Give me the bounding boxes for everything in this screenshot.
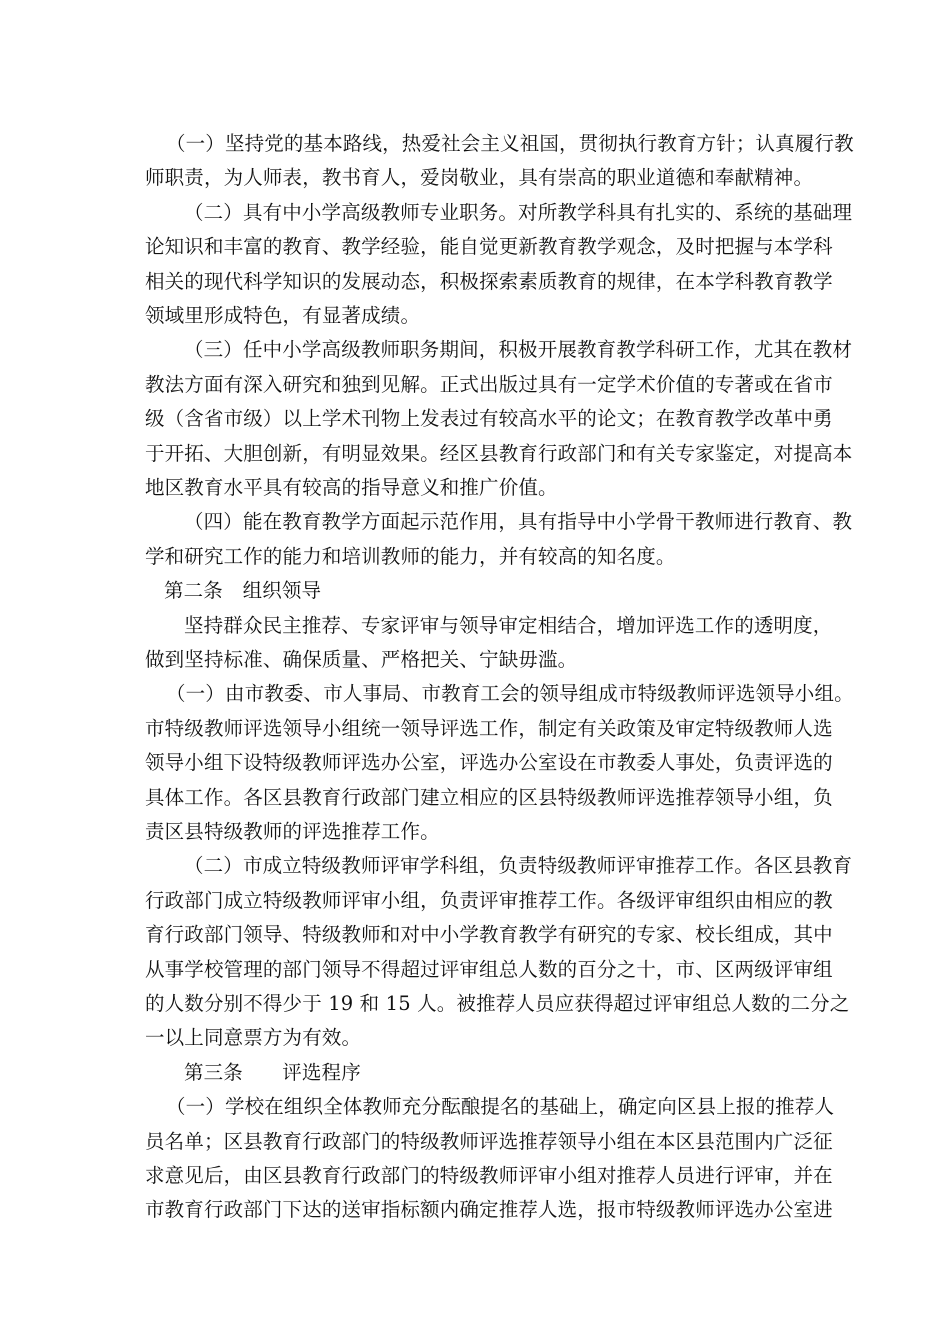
- text-line: 坚持群众民主推荐、专家评审与领导审定相结合，增加评选工作的透明度，: [184, 614, 833, 637]
- text-line: 员名单；区县教育行政部门的特级教师评选推荐领导小组在本区县范围内广泛征: [145, 1130, 833, 1153]
- text-line: 师职责，为人师表，教书育人，爱岗敬业，具有崇高的职业道德和奉献精神。: [145, 166, 814, 189]
- text-line: 育行政部门领导、特级教师和对中小学教育教学有研究的专家、校长组成，其中: [145, 923, 833, 946]
- section-heading: 第二条 组织领导: [164, 579, 322, 602]
- text-line: 一以上同意票方为有效。: [145, 1026, 362, 1049]
- text-line: 教法方面有深入研究和独到见解。正式出版过具有一定学术价值的专著或在省市: [145, 373, 833, 396]
- text-line: 从事学校管理的部门领导不得超过评审组总人数的百分之十，市、区两级评审组: [145, 958, 833, 981]
- text-line: 做到坚持标准、确保质量、严格把关、宁缺毋滥。: [145, 648, 578, 671]
- text-line: 责区县特级教师的评选推荐工作。: [145, 820, 440, 843]
- section-heading: 第三条 评选程序: [184, 1061, 361, 1084]
- text-line: 地区教育水平具有较高的指导意义和推广价值。: [145, 476, 558, 499]
- text-line: 的人数分别不得少于 19 和 15 人。被推荐人员应获得超过评审组总人数的二分之: [145, 992, 850, 1015]
- text-line: （一）学校在组织全体教师充分酝酿提名的基础上，确定向区县上报的推荐人: [166, 1095, 835, 1118]
- text-line: 市教育行政部门下达的送审指标额内确定推荐人选，报市特级教师评选办公室进: [145, 1198, 833, 1221]
- text-line: 领导小组下设特级教师评选办公室，评选办公室设在市教委人事处，负责评选的: [145, 751, 833, 774]
- text-line: （一）由市教委、市人事局、市教育工会的领导组成市特级教师评选领导小组。: [166, 682, 854, 705]
- text-line: 学和研究工作的能力和培训教师的能力，并有较高的知名度。: [145, 545, 676, 568]
- text-line: （四）能在教育教学方面起示范作用，具有指导中小学骨干教师进行教育、教: [184, 510, 853, 533]
- text-line: 论知识和丰富的教育、教学经验，能自觉更新教育教学观念，及时把握与本学科: [145, 235, 833, 258]
- text-line: 求意见后，由区县教育行政部门的特级教师评审小组对推荐人员进行评审，并在: [145, 1164, 833, 1187]
- text-line: 相关的现代科学知识的发展动态，积极探索素质教育的规律，在本学科教育教学: [145, 270, 833, 293]
- text-line: （二）具有中小学高级教师专业职务。对所教学科具有扎实的、系统的基础理: [184, 201, 853, 224]
- text-line: （三）任中小学高级教师职务期间，积极开展教育教学科研工作，尤其在教材: [184, 338, 853, 361]
- text-line: 行政部门成立特级教师评审小组，负责评审推荐工作。各级评审组织由相应的教: [145, 889, 833, 912]
- text-line: 市特级教师评选领导小组统一领导评选工作，制定有关政策及审定特级教师人选: [145, 717, 833, 740]
- text-line: 级（含省市级）以上学术刊物上发表过有较高水平的论文；在教育教学改革中勇: [145, 407, 833, 430]
- text-line: 于开拓、大胆创新，有明显效果。经区县教育行政部门和有关专家鉴定，对提高本: [145, 442, 853, 465]
- text-line: （二）市成立特级教师评审学科组，负责特级教师评审推荐工作。各区县教育: [184, 854, 853, 877]
- text-line: （一）坚持党的基本路线，热爱社会主义祖国，贯彻执行教育方针；认真履行教: [166, 132, 854, 155]
- text-line: 领域里形成特色，有显著成绩。: [145, 304, 421, 327]
- text-line: 具体工作。各区县教育行政部门建立相应的区县特级教师评选推荐领导小组，负: [145, 786, 833, 809]
